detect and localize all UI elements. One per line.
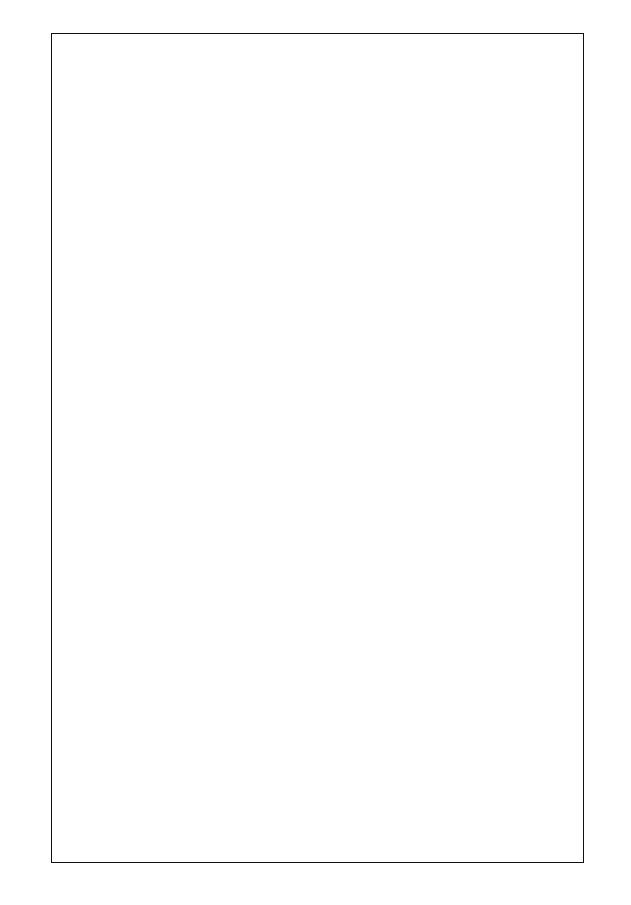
registry-table xyxy=(51,33,584,863)
